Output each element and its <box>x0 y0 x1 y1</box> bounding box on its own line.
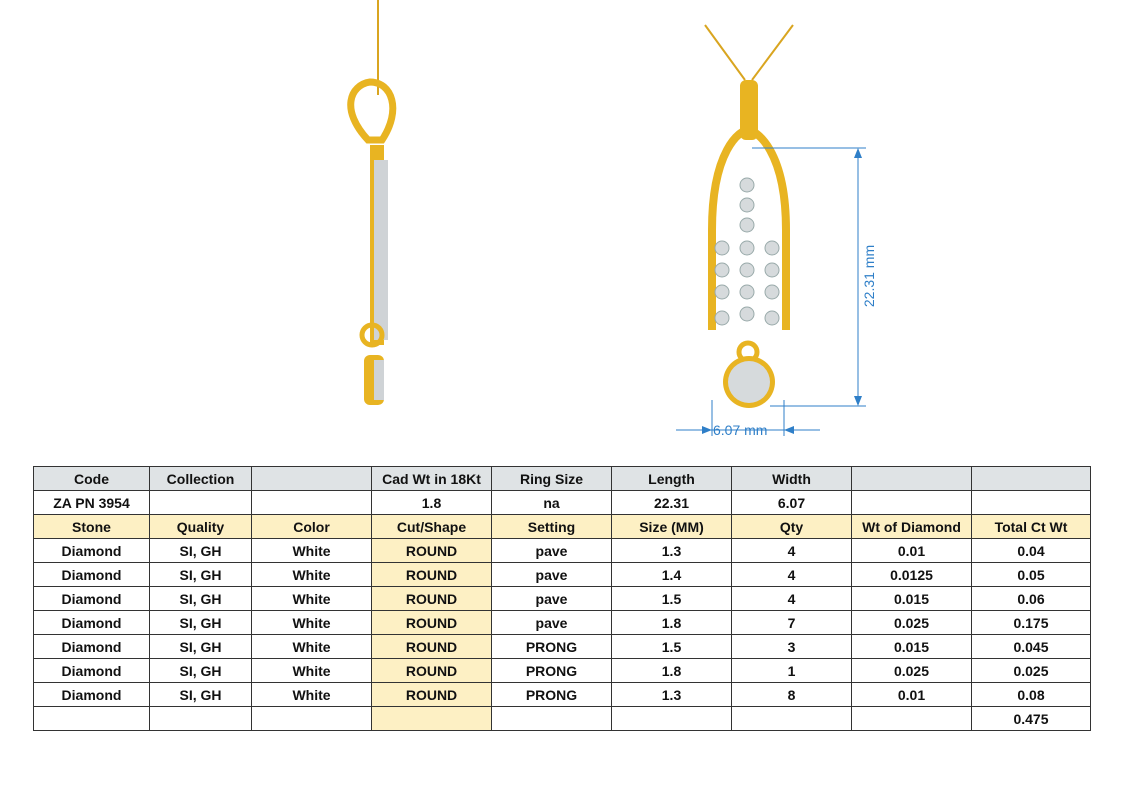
table-cell: PRONG <box>492 659 612 683</box>
table-cell <box>612 707 732 731</box>
table-cell: Length <box>612 467 732 491</box>
table-cell: 0.025 <box>852 611 972 635</box>
table-cell: 0.015 <box>852 635 972 659</box>
table-cell <box>34 707 150 731</box>
table-cell: pave <box>492 611 612 635</box>
table-cell: SI, GH <box>150 539 252 563</box>
table-cell: Code <box>34 467 150 491</box>
table-cell: 1.5 <box>612 635 732 659</box>
width-dimension-label: 6.07 mm <box>713 422 768 438</box>
table-cell: White <box>252 635 372 659</box>
table-cell: 4 <box>732 539 852 563</box>
table-cell: White <box>252 563 372 587</box>
table-cell: SI, GH <box>150 659 252 683</box>
table-row <box>34 587 1091 611</box>
table-cell: 22.31 <box>612 491 732 515</box>
table-cell: 0.025 <box>852 659 972 683</box>
table-cell: 0.05 <box>972 563 1091 587</box>
table-cell: 1.3 <box>612 539 732 563</box>
table-cell: White <box>252 539 372 563</box>
table-cell: ROUND <box>372 563 492 587</box>
table-cell <box>732 707 852 731</box>
table-cell: 0.08 <box>972 683 1091 707</box>
table-cell: Size (MM) <box>612 515 732 539</box>
table-cell: 0.025 <box>972 659 1091 683</box>
table-cell <box>150 707 252 731</box>
table-cell: pave <box>492 563 612 587</box>
table-cell: Stone <box>34 515 150 539</box>
specification-table <box>33 466 1091 731</box>
table-cell: 1.4 <box>612 563 732 587</box>
table-cell: 1 <box>732 659 852 683</box>
pendant-front-view <box>705 25 793 408</box>
table-cell: pave <box>492 587 612 611</box>
table-cell <box>150 491 252 515</box>
header-row <box>34 467 1091 491</box>
table-cell: ZA PN 3954 <box>34 491 150 515</box>
table-cell <box>972 467 1091 491</box>
table-cell: Ring Size <box>492 467 612 491</box>
table-cell: Cad Wt in 18Kt <box>372 467 492 491</box>
table-cell: ROUND <box>372 635 492 659</box>
table-cell: ROUND <box>372 587 492 611</box>
table-cell: White <box>252 587 372 611</box>
table-cell: 0.0125 <box>852 563 972 587</box>
table-cell <box>252 707 372 731</box>
table-cell: Collection <box>150 467 252 491</box>
pendant-side-view <box>351 0 393 405</box>
table-cell: 0.015 <box>852 587 972 611</box>
table-cell: Quality <box>150 515 252 539</box>
table-cell: 3 <box>732 635 852 659</box>
table-cell <box>492 707 612 731</box>
table-cell: ROUND <box>372 539 492 563</box>
summary-row <box>34 491 1091 515</box>
table-cell: 1.8 <box>372 491 492 515</box>
table-cell <box>252 467 372 491</box>
table-cell: 0.04 <box>972 539 1091 563</box>
table-row <box>34 635 1091 659</box>
table-cell: 0.475 <box>972 707 1091 731</box>
table-cell: 0.175 <box>972 611 1091 635</box>
table-cell: 0.045 <box>972 635 1091 659</box>
table-cell: Color <box>252 515 372 539</box>
table-row <box>34 683 1091 707</box>
table-cell: Width <box>732 467 852 491</box>
length-dimension-label: 22.31 mm <box>861 244 878 308</box>
table-cell: White <box>252 683 372 707</box>
table-cell <box>252 491 372 515</box>
table-row <box>34 659 1091 683</box>
table-cell: Cut/Shape <box>372 515 492 539</box>
table-cell <box>852 707 972 731</box>
table-cell: na <box>492 491 612 515</box>
table-cell: 1.8 <box>612 611 732 635</box>
table-cell: Diamond <box>34 635 150 659</box>
table-cell: 1.8 <box>612 659 732 683</box>
table-cell: Total Ct Wt <box>972 515 1091 539</box>
table-cell: SI, GH <box>150 683 252 707</box>
table-cell: Qty <box>732 515 852 539</box>
table-cell: 7 <box>732 611 852 635</box>
table-cell <box>972 491 1091 515</box>
table-cell: Setting <box>492 515 612 539</box>
table-cell: Diamond <box>34 539 150 563</box>
table-cell: pave <box>492 539 612 563</box>
table-row <box>34 611 1091 635</box>
table-cell: Diamond <box>34 611 150 635</box>
table-cell: PRONG <box>492 683 612 707</box>
table-cell: ROUND <box>372 659 492 683</box>
table-cell <box>372 707 492 731</box>
table-cell: 8 <box>732 683 852 707</box>
table-row <box>34 539 1091 563</box>
table-cell: PRONG <box>492 635 612 659</box>
table-cell: ROUND <box>372 683 492 707</box>
table-cell: Diamond <box>34 563 150 587</box>
table-cell: 4 <box>732 587 852 611</box>
table-cell: White <box>252 611 372 635</box>
table-cell <box>852 467 972 491</box>
table-cell: 0.01 <box>852 539 972 563</box>
table-cell: 0.01 <box>852 683 972 707</box>
table-cell: Diamond <box>34 659 150 683</box>
table-cell: 1.5 <box>612 587 732 611</box>
table-cell: 1.3 <box>612 683 732 707</box>
total-row <box>34 707 1091 731</box>
table-cell: SI, GH <box>150 635 252 659</box>
table-cell: White <box>252 659 372 683</box>
table-cell: Diamond <box>34 683 150 707</box>
table-cell: SI, GH <box>150 587 252 611</box>
table-cell: SI, GH <box>150 563 252 587</box>
table-cell: 6.07 <box>732 491 852 515</box>
table-cell: 4 <box>732 563 852 587</box>
table-cell: 0.06 <box>972 587 1091 611</box>
table-cell: Diamond <box>34 587 150 611</box>
table-cell: ROUND <box>372 611 492 635</box>
table-row <box>34 563 1091 587</box>
stone-header-row <box>34 515 1091 539</box>
table-cell <box>852 491 972 515</box>
table-cell: Wt of Diamond <box>852 515 972 539</box>
table-cell: SI, GH <box>150 611 252 635</box>
